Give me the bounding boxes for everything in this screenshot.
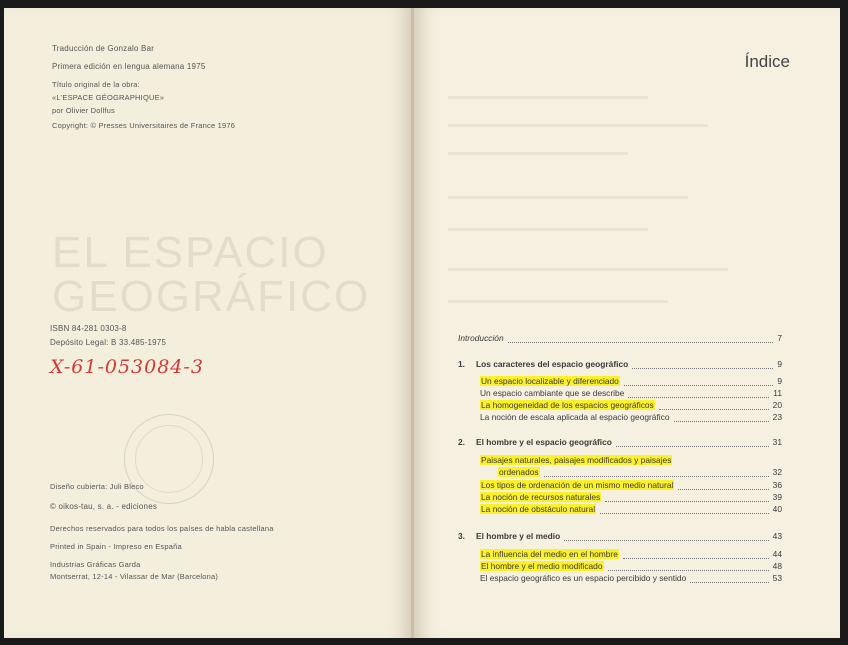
toc-entry-label: Paisajes naturales, paisajes modificados y paisajes <box>481 455 672 465</box>
toc-entry[interactable] <box>458 388 782 400</box>
chapter-number: 1. <box>458 359 465 369</box>
toc-entry-label: ordenados <box>499 467 539 477</box>
toc-entry[interactable] <box>458 333 782 345</box>
toc-entry-label: Introducción <box>458 333 504 343</box>
toc-entry-page: 44 <box>772 549 782 559</box>
toc-entry-page: 20 <box>772 400 782 410</box>
rights-notice: Derechos reservados para todos los países de habla castellana <box>50 524 274 533</box>
deposito-legal: Depósito Legal: B 33.485-1975 <box>50 338 167 347</box>
original-title: «L'ESPACE GÉOGRAPHIQUE» <box>52 93 165 102</box>
show-through <box>448 124 708 127</box>
edition-credit: Primera edición en lengua alemana 1975 <box>52 62 206 71</box>
publisher: © oikos-tau, s. a. - ediciones <box>50 502 158 511</box>
toc-entry[interactable] <box>458 504 782 516</box>
dot-leader <box>678 488 768 490</box>
toc-entry-label: El hombre y el espacio geográfico <box>476 437 612 447</box>
dot-leader <box>508 341 774 343</box>
copyright: Copyright: © Presses Universitaires de France 1976 <box>52 121 236 130</box>
dot-leader <box>659 408 769 410</box>
toc-entry-label: La noción de escala aplicada al espacio geográfico <box>480 412 670 422</box>
toc-entry-label: El hombre y el medio modificado <box>481 561 603 571</box>
toc-entry-page: 48 <box>772 561 782 571</box>
toc-entry-page: 53 <box>772 573 782 583</box>
toc-entry-page: 9 <box>777 359 782 369</box>
dot-leader <box>624 384 774 386</box>
toc-entry-page: 7 <box>777 333 782 343</box>
toc-entry-page: 36 <box>772 480 782 490</box>
ghost-title-line1: EL ESPACIO <box>52 228 329 277</box>
printed-in: Printed in Spain - Impreso en España <box>50 542 182 551</box>
ghost-title-line2: GEOGRÁFICO <box>52 272 371 321</box>
toc-entry-page: 11 <box>773 388 782 398</box>
toc-entry[interactable] <box>458 549 782 561</box>
index-title: Índice <box>744 52 790 71</box>
dot-leader <box>544 475 769 477</box>
handwritten-code: X-61-053084-3 <box>50 356 204 378</box>
toc-entry-label: La homogeneidad de los espacios geográficos <box>481 400 654 410</box>
dot-leader <box>605 500 768 502</box>
toc-entry[interactable] <box>458 455 782 467</box>
printer: Industrias Gráficas Garda <box>50 560 141 569</box>
toc-chapter[interactable] <box>458 531 782 543</box>
toc-chapter[interactable] <box>458 437 782 449</box>
show-through <box>448 96 648 99</box>
toc-entry-label: La noción de obstáculo natural <box>481 504 596 514</box>
show-through <box>448 196 688 199</box>
toc-entry-page: 31 <box>772 437 782 447</box>
dot-leader <box>600 512 769 514</box>
toc-entry-label: Los caracteres del espacio geográfico <box>476 359 629 369</box>
cover-design-credit: Diseño cubierta: Juli Bleco <box>50 482 144 491</box>
toc-entry[interactable] <box>458 561 782 573</box>
printer-address: Montserrat, 12-14 - Vilassar de Mar (Barcelona) <box>50 572 219 581</box>
dot-leader <box>564 539 768 541</box>
chapter-number: 2. <box>458 437 465 447</box>
toc-entry[interactable] <box>458 376 782 388</box>
toc-entry[interactable] <box>458 400 782 412</box>
toc-entry-page: 32 <box>772 467 782 477</box>
chapter-number: 3. <box>458 531 465 541</box>
isbn: ISBN 84-281 0303-8 <box>50 324 127 333</box>
dot-leader <box>608 569 769 571</box>
toc-entry-label: El hombre y el medio <box>476 531 561 541</box>
translator-credit: Traducción de Gonzalo Bar <box>52 44 155 53</box>
show-through <box>448 228 648 231</box>
dot-leader <box>690 581 768 583</box>
dot-leader <box>674 420 769 422</box>
toc-entry-page: 9 <box>777 376 782 386</box>
original-author: por Olivier Dollfus <box>52 106 115 115</box>
toc-entry[interactable] <box>458 573 782 585</box>
toc-chapter[interactable] <box>458 359 782 371</box>
right-page <box>414 8 840 638</box>
show-through <box>448 300 668 303</box>
toc-entry-page: 23 <box>772 412 782 422</box>
show-through <box>448 152 628 155</box>
show-through <box>448 268 728 271</box>
dot-leader <box>616 445 769 447</box>
toc-entry-label: Un espacio localizable y diferenciado <box>481 376 619 386</box>
dot-leader <box>632 367 773 369</box>
dot-leader <box>628 396 769 398</box>
toc-entry[interactable] <box>458 480 782 492</box>
toc-entry-page: 43 <box>772 531 782 541</box>
toc-entry-label: Los tipos de ordenación de un mismo medio natural <box>481 480 674 490</box>
toc-entry-label: La influencia del medio en el hombre <box>481 549 618 559</box>
toc-entry-label: La noción de recursos naturales <box>481 492 601 502</box>
toc-entry-label: Un espacio cambiante que se describe <box>480 388 625 398</box>
original-title-label: Título original de la obra: <box>52 80 140 89</box>
toc-entry-label: El espacio geográfico es un espacio percibido y sentido <box>480 573 687 583</box>
dot-leader <box>623 557 769 559</box>
toc-entry-page: 40 <box>772 504 782 514</box>
toc-entry-page: 39 <box>772 492 782 502</box>
toc-entry[interactable] <box>458 412 782 424</box>
toc-entry-continuation[interactable] <box>458 467 782 479</box>
toc-entry[interactable] <box>458 492 782 504</box>
